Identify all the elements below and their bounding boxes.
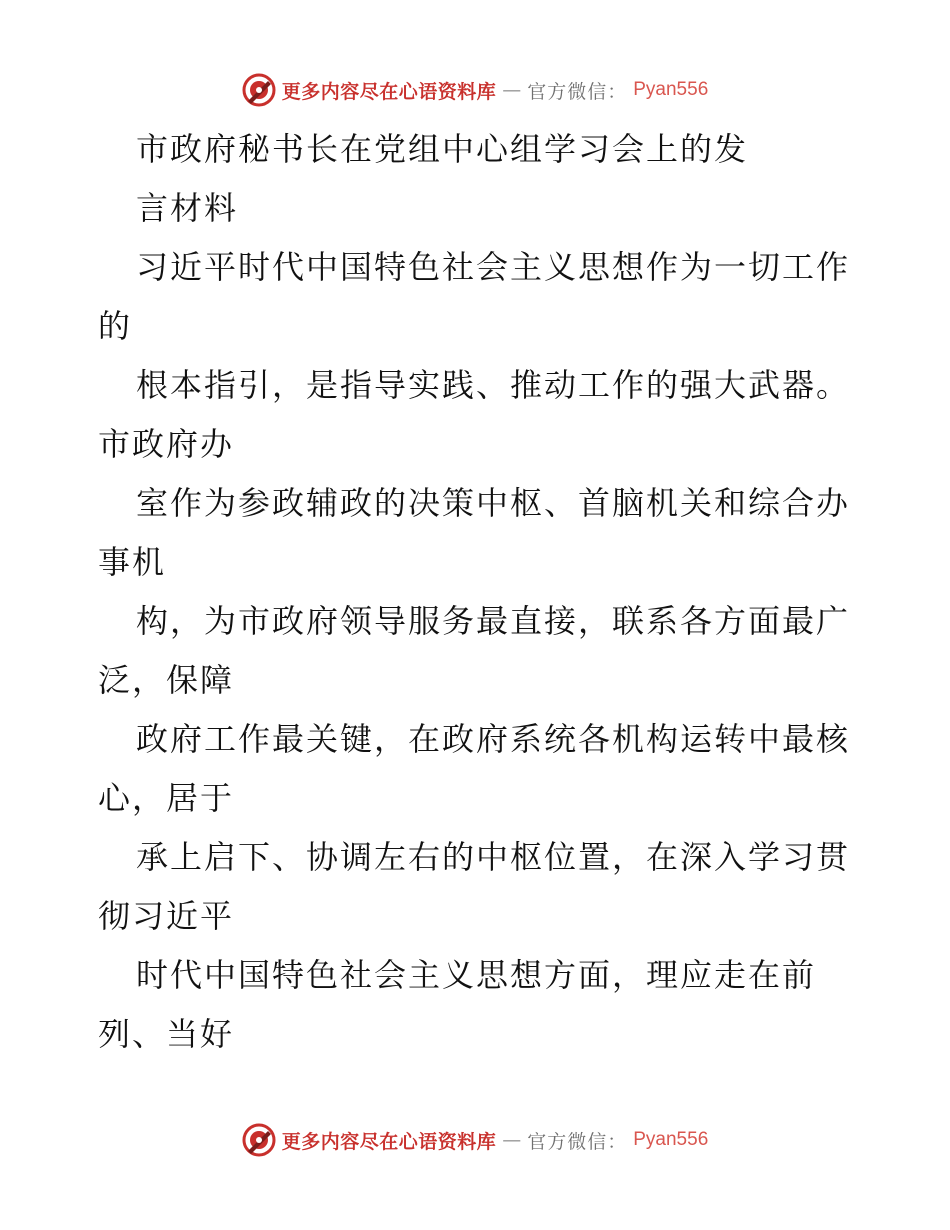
banner-brand-text: 更多内容尽在心语资料库 — [281, 80, 497, 103]
text-line: 的 — [98, 307, 133, 345]
text-line: 室作为参政辅政的决策中枢、首脑机关和综合办 — [136, 484, 851, 522]
text-line: 事机 — [98, 543, 167, 581]
footer-watermark — [242, 1123, 709, 1157]
text-line: 心，居于 — [98, 779, 235, 817]
pen-logo-icon — [242, 73, 276, 107]
header-banner — [0, 70, 950, 110]
header-watermark — [242, 73, 709, 107]
text-line: 市政府秘书长在党组中心组学习会上的发 — [136, 130, 749, 168]
text-line: 时代中国特色社会主义思想方面，理应走在前 — [136, 956, 817, 994]
text-line: 言材料 — [136, 189, 239, 227]
pen-logo-icon — [242, 1123, 276, 1157]
banner-dash: — — [502, 1129, 522, 1151]
text-line: 政府工作最关键，在政府系统各机构运转中最核 — [136, 720, 851, 758]
banner-wechat-id: Pyan556 — [633, 79, 709, 100]
banner-wechat-id: Pyan556 — [633, 1129, 709, 1150]
text-line: 泛，保障 — [98, 661, 235, 699]
text-line: 根本指引，是指导实践、推动工作的强大武器。 — [136, 366, 851, 404]
text-line: 市政府办 — [98, 425, 235, 463]
banner-dash: — — [502, 79, 522, 101]
footer-banner — [0, 1120, 950, 1160]
text-line: 承上启下、协调左右的中枢位置，在深入学习贯 — [136, 838, 851, 876]
banner-wechat-label: 官方微信： — [527, 80, 628, 103]
text-line: 构，为市政府领导服务最直接，联系各方面最广 — [136, 602, 851, 640]
text-line: 习近平时代中国特色社会主义思想作为一切工作 — [136, 248, 851, 286]
document-body — [98, 120, 858, 1064]
banner-wechat-label: 官方微信： — [527, 1130, 628, 1153]
banner-brand-text: 更多内容尽在心语资料库 — [281, 1130, 497, 1153]
text-line: 彻习近平 — [98, 897, 235, 935]
text-line: 列、当好 — [98, 1015, 235, 1053]
